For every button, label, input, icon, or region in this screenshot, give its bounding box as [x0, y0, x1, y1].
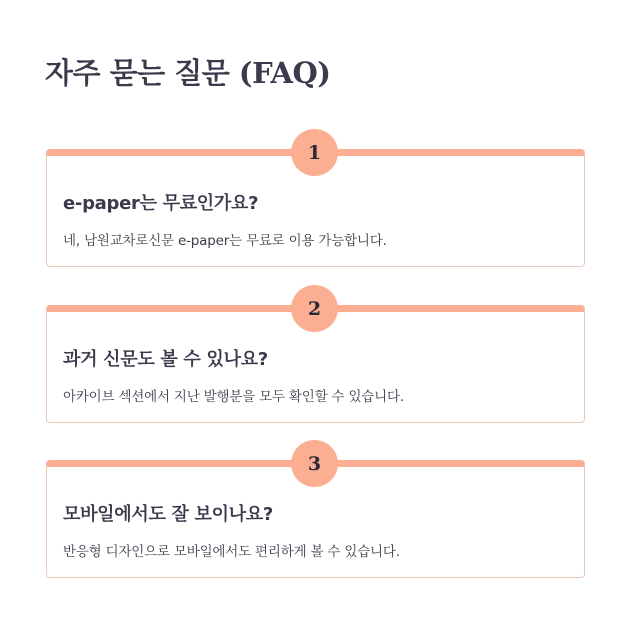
faq-number-badge: 3 [291, 440, 338, 487]
page-title: 자주 묻는 질문 (FAQ) [45, 56, 331, 90]
faq-answer: 아카이브 섹션에서 지난 발행분을 모두 확인할 수 있습니다. [63, 389, 404, 405]
faq-item-2[interactable] [46, 297, 585, 423]
faq-answer: 네, 남원교차로신문 e-paper는 무료로 이용 가능합니다. [63, 233, 387, 249]
faq-question: 과거 신문도 볼 수 있나요? [63, 349, 268, 370]
faq-number-badge: 1 [291, 129, 338, 176]
faq-number-badge: 2 [291, 285, 338, 332]
faq-item-1[interactable] [46, 141, 585, 267]
faq-question: e-paper는 무료인가요? [63, 193, 259, 214]
faq-item-3[interactable] [46, 452, 585, 578]
faq-question: 모바일에서도 잘 보이나요? [63, 504, 274, 525]
faq-answer: 반응형 디자인으로 모바일에서도 편리하게 볼 수 있습니다. [63, 544, 400, 560]
